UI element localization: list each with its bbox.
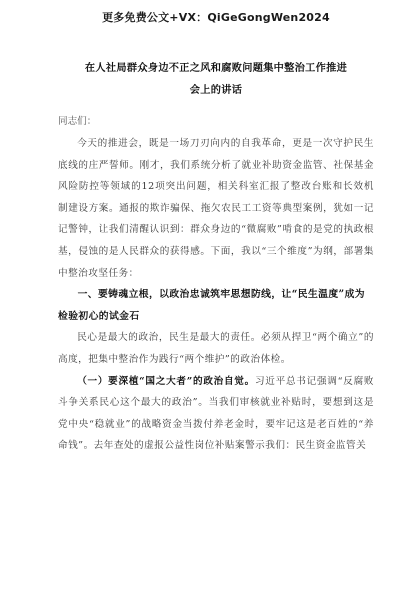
subsection-1-heading: （一）要深植“国之大者”的政治自觉。 (77, 375, 255, 387)
paragraph-section-1: 民心是最大的政治，民生是最大的责任。必须从捍卫“两个确立”的高度，把集中整治作为践行“两个维护”的政治体检。 (58, 332, 374, 365)
document-page (0, 9, 410, 589)
watermark-header: 更多免费公文+VX：QiGeGongWen2024 (102, 11, 330, 24)
title-line-2: 会上的讲话 (189, 84, 243, 96)
document-title (58, 57, 374, 101)
salutation: 同志们： (58, 116, 97, 127)
subsection-1-text: 习近平总书记强调“反腐败斗争关系民心这个最大的政治”。当我们审核就业补贴时，要想到这是党中央“稳就业”的战略资金当拨付养老金时，要牢记这是老百姓的“养命钱”。去年查处的虚报公益性岗位补贴案警示我们：民生资金监管关 (58, 375, 374, 452)
section-heading-1: 一、要铸魂立根，以政治忠诚筑牢思想防线，让“民生温度”成为检验初心的试金石 (58, 289, 365, 322)
subsection-1 (58, 371, 374, 457)
title-line-1: 在人社局群众身边不正之风和腐败问题集中整治工作推进 (84, 62, 348, 74)
paragraph-intro: 今天的推进会，既是一场刀刃向内的自我革命，更是一次守护民生底线的庄严誓师。刚才，我们系统分析了就业补助资金监管、社保基金风险防控等领域的12项突出问题，相关科室汇报了整改台账和长效机制建设方案。通报的欺诈骗保、拖欠农民工工资等典型案例，犹如一记记警钟，让我们清醒认识到：群众身边的“微腐败”啃食的是党的执政根基，侵蚀的是人民群众的获得感。下面，我以“三个维度”为纲，部署集中整治攻坚任务： (58, 138, 374, 279)
